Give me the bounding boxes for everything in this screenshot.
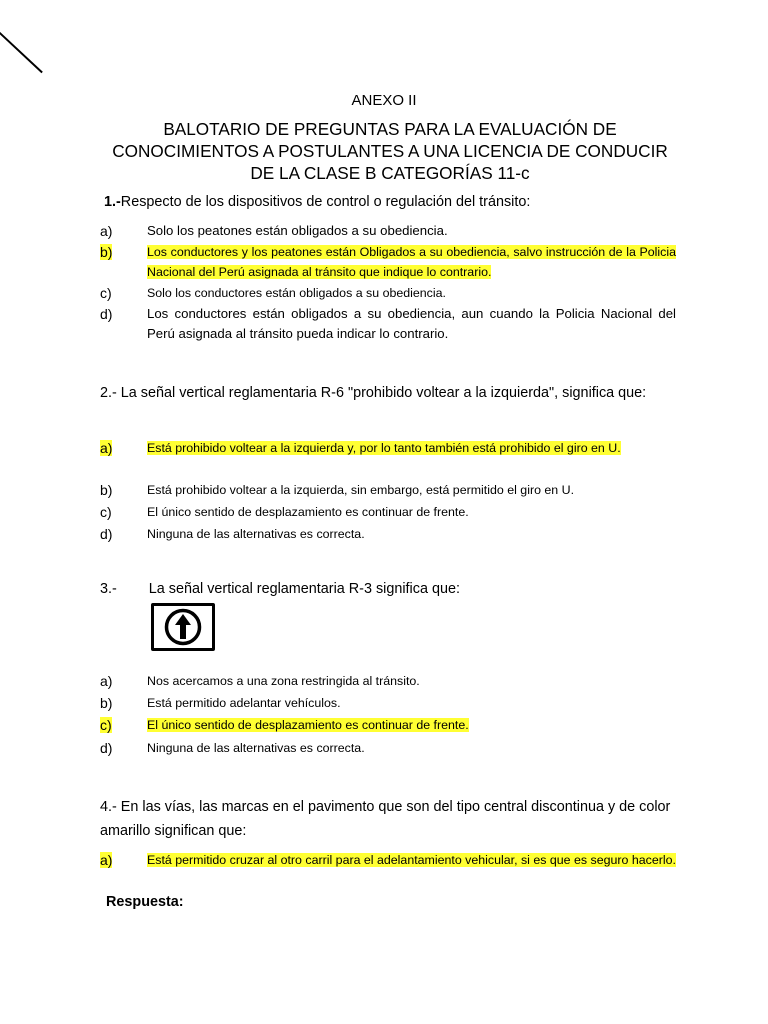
title-line: BALOTARIO DE PREGUNTAS PARA LA EVALUACIÓN DE bbox=[163, 119, 617, 139]
option-text: Solo los conductores están obligados a su obediencia. bbox=[147, 286, 446, 300]
question-text: La señal vertical reglamentaria R-6 "prohibido voltear a la izquierda", significa que: bbox=[120, 385, 647, 401]
answer-label: Respuesta: bbox=[106, 894, 184, 910]
document-title bbox=[100, 118, 680, 184]
question-1 bbox=[104, 190, 676, 214]
option-letter: c) bbox=[100, 717, 112, 733]
option-text: Ninguna de las alternativas es correcta. bbox=[147, 527, 365, 541]
question-number: 3.- bbox=[100, 581, 117, 597]
option-text: El único sentido de desplazamiento es continuar de frente. bbox=[147, 505, 469, 519]
option-letter: d) bbox=[100, 526, 113, 542]
question-4 bbox=[100, 795, 676, 843]
option-letter: a) bbox=[100, 852, 113, 868]
option-1b bbox=[100, 242, 676, 282]
option-letter: c) bbox=[100, 285, 112, 301]
option-3a bbox=[100, 671, 676, 691]
option-letter: c) bbox=[100, 504, 112, 520]
option-2b bbox=[100, 480, 676, 500]
option-text: Está prohibido voltear a la izquierda, sin embargo, está permitido el giro en U. bbox=[147, 483, 575, 497]
option-text: Nos acercamos a una zona restringida al tránsito. bbox=[147, 674, 420, 688]
option-1a bbox=[100, 221, 676, 241]
question-number: 1.- bbox=[104, 194, 121, 210]
question-text: La señal vertical reglamentaria R-3 significa que: bbox=[148, 581, 460, 597]
option-1d bbox=[100, 304, 676, 344]
question-number: 2.- bbox=[100, 385, 117, 401]
straight-ahead-arrow-sign-icon bbox=[151, 603, 215, 651]
option-text: Está permitido cruzar al otro carril para el adelantamiento vehicular, si es que es seguro hacerlo. bbox=[147, 853, 676, 867]
option-2a bbox=[100, 438, 676, 458]
option-3b bbox=[100, 693, 676, 713]
question-3 bbox=[100, 577, 676, 601]
option-letter: b) bbox=[100, 244, 113, 260]
question-2 bbox=[100, 381, 676, 405]
annex-label: ANEXO II bbox=[351, 92, 417, 109]
option-text: El único sentido de desplazamiento es continuar de frente. bbox=[147, 718, 469, 732]
option-text: Los conductores están obligados a su obediencia, aun cuando la Policia Nacional del Perú asignada al tránsito pueda indicar lo contrario. bbox=[147, 306, 676, 341]
question-text: En las vías, las marcas en el pavimento que son del tipo central discontinua y de color amarillo significan que: bbox=[100, 799, 671, 839]
option-letter: a) bbox=[100, 440, 113, 456]
option-text: Ninguna de las alternativas es correcta. bbox=[147, 741, 365, 755]
option-letter: a) bbox=[100, 673, 113, 689]
option-text: Solo los peatones están obligados a su obediencia. bbox=[147, 223, 448, 238]
corner-line bbox=[0, 21, 43, 73]
option-4a bbox=[100, 850, 676, 870]
option-3d bbox=[100, 738, 676, 758]
question-number: 4.- bbox=[100, 799, 117, 815]
option-1c bbox=[100, 283, 676, 303]
title-line: CONOCIMIENTOS A POSTULANTES A UNA LICENCIA DE CONDUCIR bbox=[112, 141, 668, 161]
question-text: Respecto de los dispositivos de control o regulación del tránsito: bbox=[120, 194, 531, 210]
option-letter: d) bbox=[100, 306, 113, 322]
title-line: DE LA CLASE B CATEGORÍAS 11-c bbox=[250, 163, 530, 183]
option-letter: b) bbox=[100, 695, 113, 711]
option-2c bbox=[100, 502, 676, 522]
option-letter: d) bbox=[100, 740, 113, 756]
option-letter: a) bbox=[100, 223, 113, 239]
option-2d bbox=[100, 524, 676, 544]
option-letter: b) bbox=[100, 482, 113, 498]
option-text: Está permitido adelantar vehículos. bbox=[147, 696, 341, 710]
option-3c bbox=[100, 715, 676, 735]
option-text: Los conductores y los peatones están Obligados a su obediencia, salvo instrucción de la Policia Nacional del Perú asignada al tránsito que indique lo contrario. bbox=[147, 245, 676, 279]
option-text: Está prohibido voltear a la izquierda y, por lo tanto también está prohibido el giro en U. bbox=[147, 441, 621, 455]
